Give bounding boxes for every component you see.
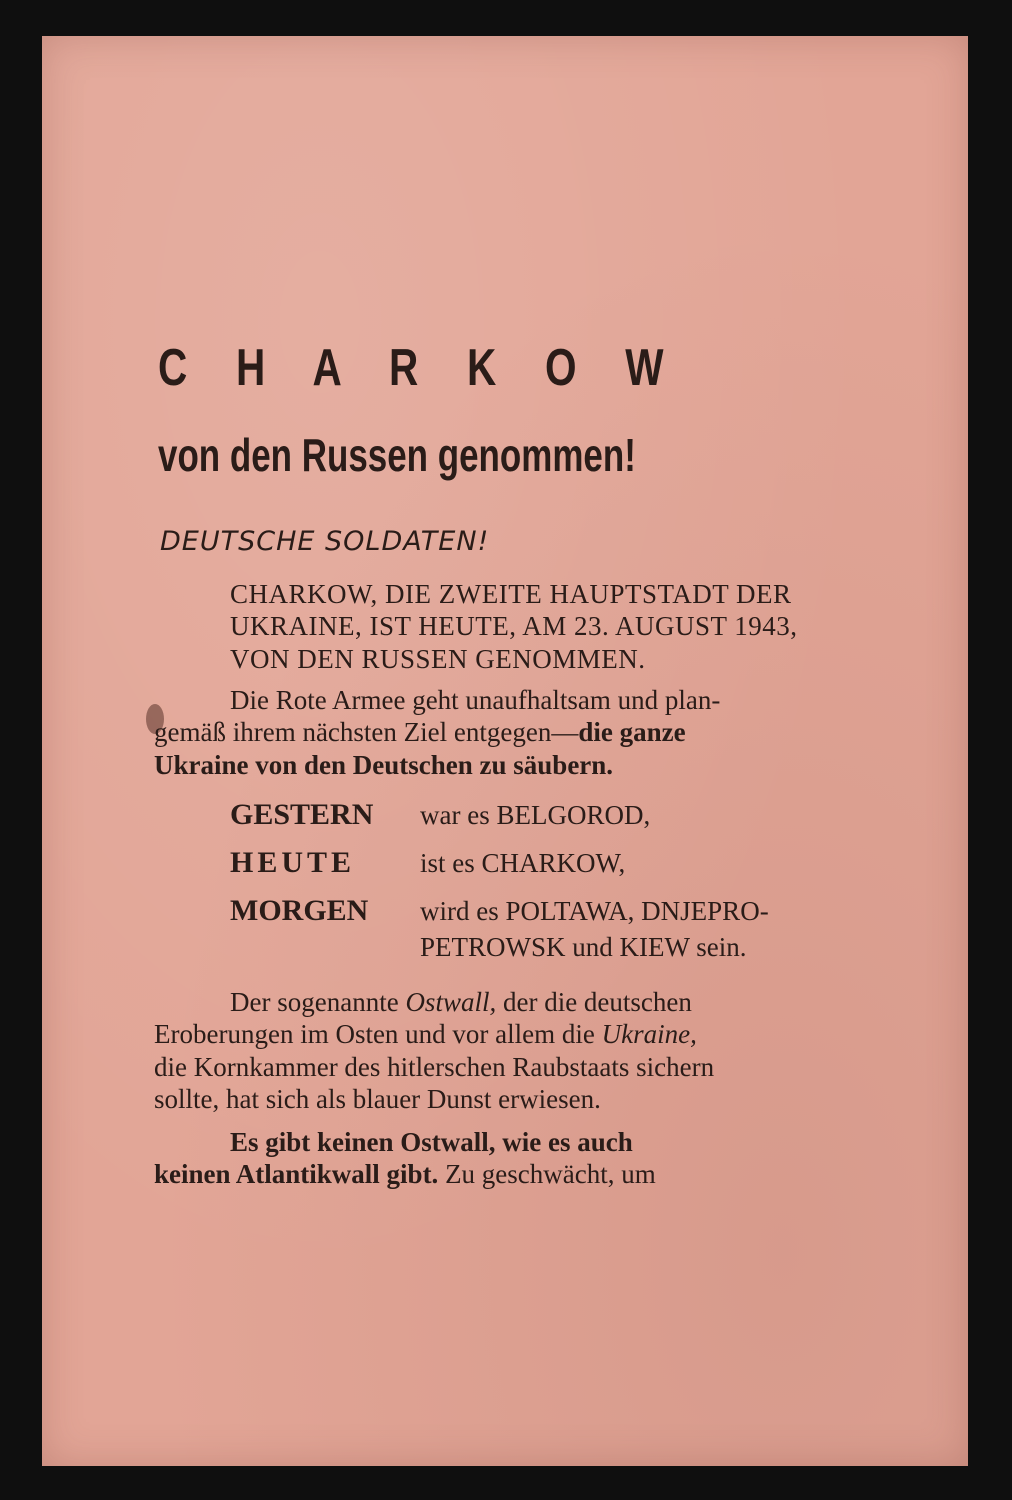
salutation: DEUTSCHE SOLDATEN!: [160, 526, 490, 557]
paragraph-text: Eroberungen im Osten und vor allem die: [154, 1019, 602, 1050]
row-text: ist es CHARKOW,: [420, 848, 626, 878]
headline: C H A R K O W: [158, 339, 683, 397]
city-list: [230, 798, 769, 963]
paragraph-italic: Ostwall,: [405, 987, 497, 1017]
announcement-block: [230, 578, 880, 675]
paragraph-text: Der sogenannte: [230, 987, 406, 1017]
paragraph-italic: Ukraine,: [601, 1019, 697, 1050]
paragraph-line: die Kornkammer des hitlerschen Raubstaats sichern: [154, 1051, 715, 1082]
paragraph-line: [154, 986, 884, 1018]
paragraph-text: gemäß ihrem nächsten Ziel entgegen—: [154, 717, 579, 748]
row-label: HEUTE: [230, 846, 356, 879]
paragraph-line: [154, 1018, 884, 1050]
paragraph-emphasis-line: Es gibt keinen Ostwall, wie es auch: [230, 1127, 633, 1157]
row-text: war es BELGOROD,: [420, 800, 651, 830]
row-label: MORGEN: [230, 894, 369, 927]
announcement-line: CHARKOW, DIE ZWEITE HAUPTSTADT DER: [230, 579, 792, 609]
row-continuation: PETROWSK und KIEW sein.: [420, 932, 747, 962]
row-text: wird es POLTAWA, DNJEPRO-: [420, 896, 769, 926]
paragraph-emphasis: keinen Atlantikwall gibt.: [154, 1159, 439, 1190]
paragraph-line: sollte, hat sich als blauer Dunst erwiesen.: [154, 1084, 601, 1115]
city-row-heute: [230, 846, 769, 894]
paragraph-red-army: [154, 684, 884, 781]
row-label: GESTERN: [230, 798, 374, 831]
city-row-gestern: [230, 798, 769, 846]
paragraph-ostwall: [154, 986, 884, 1116]
announcement-line: UKRAINE, IST HEUTE, AM 23. AUGUST 1943,: [230, 611, 798, 642]
paragraph-text: Zu geschwächt, um: [438, 1159, 656, 1190]
paragraph-line: [154, 1158, 884, 1190]
paragraph-emphasis: die ganze: [578, 717, 686, 748]
leaflet-page: [42, 36, 968, 1466]
subheadline: von den Russen genommen!: [158, 429, 636, 481]
paragraph-atlantikwall: [154, 1126, 884, 1191]
paragraph-line: Die Rote Armee geht unaufhaltsam und plan-: [230, 685, 721, 715]
announcement-line: VON DEN RUSSEN GENOMMEN.: [230, 643, 646, 674]
paragraph-line: [154, 716, 884, 748]
paragraph-emphasis-line: Ukraine von den Deutschen zu säubern.: [154, 749, 614, 780]
paragraph-text: der die deutschen: [496, 987, 692, 1017]
